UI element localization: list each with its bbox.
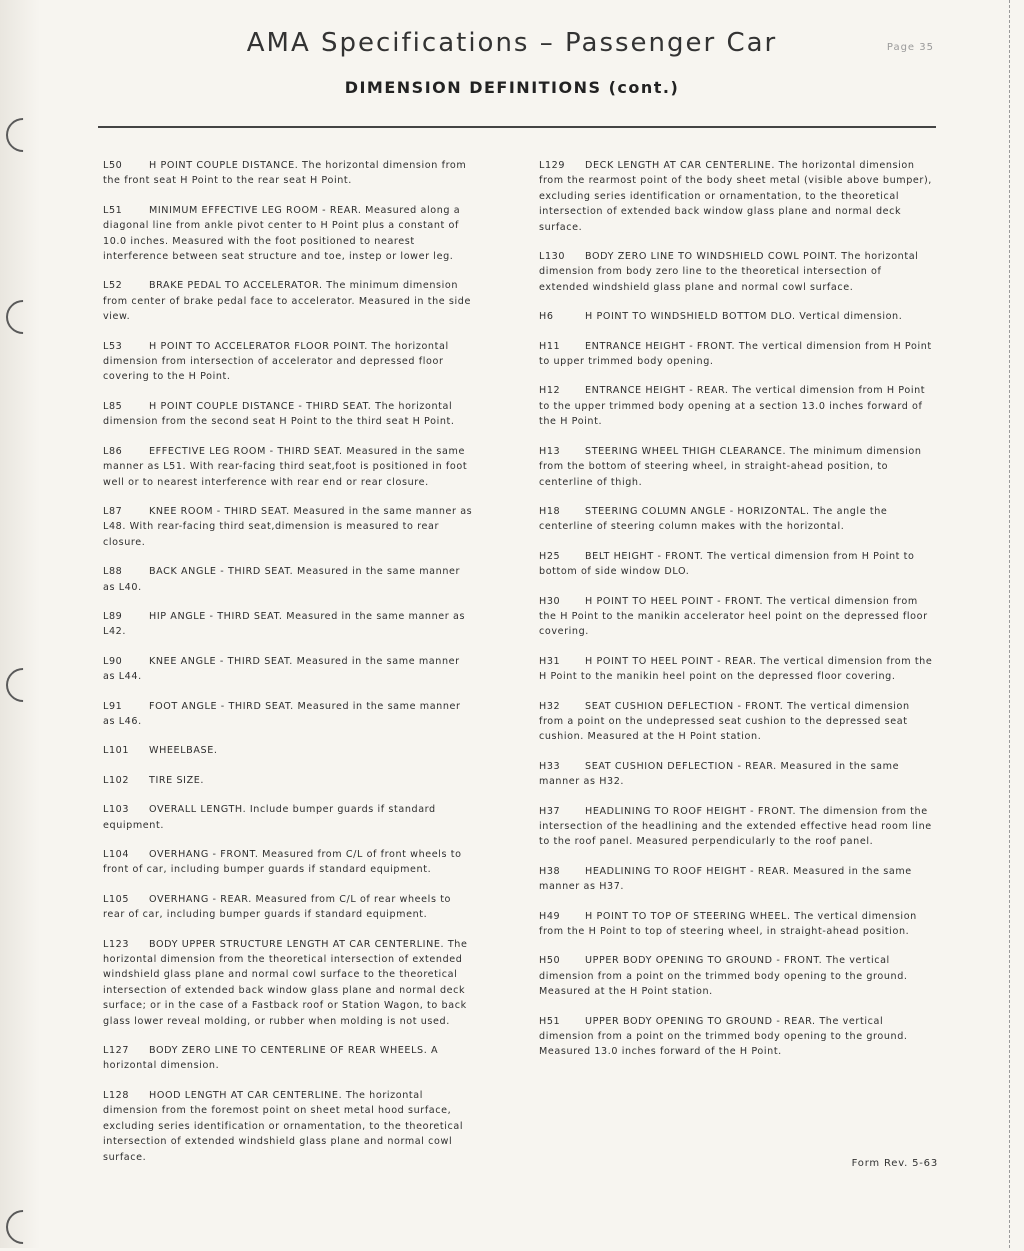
dimension-definition: H POINT TO TOP OF STEERING WHEEL. The vertical dimension from the H Point to top of steering wheel, in straight-ahead position. — [539, 910, 917, 938]
definition-entry — [539, 444, 933, 490]
definition-entry — [103, 1088, 475, 1165]
dimension-definition: STEERING WHEEL THIGH CLEARANCE. The minimum dimension from the bottom of steering wheel, in straight-ahead position, to centerline of thigh. — [539, 445, 922, 488]
definition-entry — [539, 909, 933, 940]
dimension-definition: H POINT TO HEEL POINT - FRONT. The vertical dimension from the H Point to the manikin accelerator heel point on the depressed floor covering. — [539, 595, 928, 638]
dimension-definition: ENTRANCE HEIGHT - REAR. The vertical dimension from H Point to the upper trimmed body opening at a section 13.0 inches forward of the H Point. — [539, 385, 926, 428]
definition-entry — [103, 278, 475, 324]
dimension-definition: BRAKE PEDAL TO ACCELERATOR. The minimum dimension from center of brake pedal face to accelerator. Measured in the side view. — [103, 280, 471, 323]
definition-entry — [103, 504, 475, 550]
dimension-code: L53 — [103, 340, 123, 352]
definition-entry — [539, 339, 933, 370]
definition-entry — [103, 699, 475, 730]
dimension-code: L52 — [103, 280, 123, 292]
left-column — [103, 158, 475, 1179]
dimension-code: L87 — [103, 505, 123, 517]
definition-entry — [103, 847, 475, 878]
definition-entry — [103, 743, 475, 758]
definition-entry — [539, 383, 933, 429]
definition-entry — [539, 654, 933, 685]
dimension-code: L105 — [103, 893, 130, 905]
page-binding-edge — [0, 0, 40, 1248]
dimension-code: L129 — [539, 160, 566, 171]
dimension-definition: BODY ZERO LINE TO WINDSHIELD COWL POINT. The horizontal dimension from body zero line to the theoretical intersection of extended windshield glass plane and normal cowl surface. — [539, 251, 919, 293]
definition-entry — [103, 339, 475, 385]
definition-entry — [539, 759, 933, 790]
definition-entry — [539, 158, 933, 235]
dimension-definition: HIP ANGLE - THIRD SEAT. Measured in the same manner as L42. — [103, 610, 466, 638]
dimension-definition: TIRE SIZE. — [149, 774, 205, 786]
page-number: Page 35 — [886, 42, 934, 53]
dimension-definition: HEADLINING TO ROOF HEIGHT - FRONT. The dimension from the intersection of the headlining and the extended effective head room line to the roof panel. Measured perpendicularly to the roof panel. — [539, 805, 932, 848]
dimension-definition: UPPER BODY OPENING TO GROUND - FRONT. The vertical dimension from a point on the trimmed body opening to the ground. Measured at the H Point station. — [539, 955, 908, 998]
dimension-definition: H POINT COUPLE DISTANCE - THIRD SEAT. The horizontal dimension from the second seat H Point to the third seat H Point. — [103, 400, 455, 428]
dimension-code: L85 — [103, 400, 123, 412]
dimension-definition: UPPER BODY OPENING TO GROUND - REAR. The vertical dimension from a point on the trimmed body opening to the ground. Measured 13.0 inches forward of the H Point. — [539, 1015, 908, 1058]
definition-entry — [103, 654, 475, 685]
dimension-code: H51 — [539, 1015, 561, 1027]
dimension-code: H38 — [539, 865, 561, 877]
dimension-definition: OVERHANG - REAR. Measured from C/L of rear wheels to rear of car, including bumper guards if standard equipment. — [103, 893, 452, 921]
dimension-definition: OVERHANG - FRONT. Measured from C/L of front wheels to front of car, including bumper guards if standard equipment. — [103, 849, 462, 876]
definition-entry — [103, 158, 475, 189]
dimension-code: H30 — [539, 595, 561, 607]
definition-entry — [539, 504, 933, 535]
definition-entry — [539, 804, 933, 850]
definition-entry — [103, 892, 475, 923]
dimension-code: H50 — [539, 955, 561, 967]
dimension-code: H12 — [539, 385, 561, 397]
dimension-code: H33 — [539, 760, 561, 772]
dimension-definition: H POINT TO WINDSHIELD BOTTOM DLO. Vertical dimension. — [585, 311, 903, 323]
dimension-definition: MINIMUM EFFECTIVE LEG ROOM - REAR. Measured along a diagonal line from ankle pivot center to H Point plus a constant of 10.0 inches. Measured with the foot positioned to nearest interference between seat structure and toe, instep or lower leg. — [103, 204, 461, 263]
dimension-definition: STEERING COLUMN ANGLE - HORIZONTAL. The angle the centerline of steering column makes with the horizontal. — [539, 505, 888, 533]
definition-entry — [539, 699, 933, 745]
definition-entry — [103, 802, 475, 833]
dimension-code: L123 — [103, 938, 130, 950]
dimension-definition: DECK LENGTH AT CAR CENTERLINE. The horizontal dimension from the rearmost point of the body sheet metal (visible above bumper), excluding series identification or ornamentation, to the theoretical intersection of extended back window glass plane and normal deck surface. — [539, 160, 932, 233]
dimension-code: L90 — [103, 655, 123, 667]
section-heading: DIMENSION DEFINITIONS (cont.) — [344, 78, 680, 97]
dimension-definition: H POINT COUPLE DISTANCE. The horizontal dimension from the front seat H Point to the rear seat H Point. — [103, 160, 467, 187]
dimension-definition: KNEE ROOM - THIRD SEAT. Measured in the same manner as L48. With rear-facing third seat,dimension is measured to rear closure. — [103, 505, 473, 548]
dimension-code: L127 — [103, 1045, 130, 1057]
dimension-code: L89 — [103, 610, 123, 622]
dimension-code: H49 — [539, 910, 561, 922]
dimension-definition: BODY UPPER STRUCTURE LENGTH AT CAR CENTERLINE. The horizontal dimension from the theoretical intersection of extended windshield glass plane and normal cowl surface to the theoretical intersection of extended back window glass plane and normal deck surface; or in the case of a Fastback roof or Station Wagon, to back glass lower reveal molding, or rubber when molding is not used. — [103, 938, 468, 1027]
dimension-definition: FOOT ANGLE - THIRD SEAT. Measured in the same manner as L46. — [103, 700, 461, 727]
definition-entry — [539, 549, 933, 580]
header-divider — [98, 126, 936, 128]
dimension-definition: WHEELBASE. — [149, 745, 218, 757]
dimension-code: L102 — [103, 774, 130, 786]
definition-entry — [539, 309, 933, 324]
dimension-code: H31 — [539, 655, 561, 667]
definition-entry — [103, 937, 475, 1029]
dimension-definition: KNEE ANGLE - THIRD SEAT. Measured in the same manner as L44. — [103, 655, 460, 683]
dimension-code: L91 — [103, 700, 123, 712]
dimension-definition: EFFECTIVE LEG ROOM - THIRD SEAT. Measured in the same manner as L51. With rear-facing third seat,foot is positioned in foot well or to nearest interference with rear end or rear closure. — [103, 445, 468, 488]
dimension-definition: OVERALL LENGTH. Include bumper guards if standard equipment. — [103, 804, 436, 831]
dimension-definition: BACK ANGLE - THIRD SEAT. Measured in the same manner as L40. — [103, 566, 461, 593]
dimension-code: H6 — [539, 311, 554, 323]
definition-entry — [539, 953, 933, 999]
dimension-code: H11 — [539, 340, 561, 352]
dimension-code: H13 — [539, 445, 561, 457]
definition-entry — [103, 444, 475, 490]
document-title: AMA Specifications – Passenger Car — [246, 28, 778, 58]
definition-entry — [103, 1043, 475, 1074]
definition-entry — [103, 609, 475, 640]
dimension-code: L128 — [103, 1089, 130, 1101]
dimension-definition: HEADLINING TO ROOF HEIGHT - REAR. Measured in the same manner as H37. — [539, 865, 912, 893]
dimension-definition: ENTRANCE HEIGHT - FRONT. The vertical dimension from H Point to upper trimmed body opening. — [539, 340, 932, 368]
dimension-code: H25 — [539, 550, 561, 562]
definition-entry — [539, 594, 933, 640]
dimension-code: H18 — [539, 505, 561, 517]
dimension-code: H32 — [539, 700, 561, 712]
dimension-definition: SEAT CUSHION DEFLECTION - REAR. Measured in the same manner as H32. — [539, 760, 900, 788]
dimension-definition: H POINT TO ACCELERATOR FLOOR POINT. The horizontal dimension from intersection of accelerator and depressed floor covering to the H Point. — [103, 340, 449, 383]
dimension-code: L101 — [103, 745, 130, 757]
dimension-code: L104 — [103, 849, 130, 860]
dimension-code: L103 — [103, 804, 130, 816]
dimension-code: L88 — [103, 566, 123, 578]
page-right-edge — [1008, 0, 1010, 1248]
right-column — [539, 158, 933, 1074]
dimension-definition: SEAT CUSHION DEFLECTION - FRONT. The vertical dimension from a point on the undepressed seat cushion to the depressed seat cushion. Measured at the H Point station. — [539, 700, 910, 743]
definition-entry — [103, 399, 475, 430]
dimension-code: L130 — [539, 251, 566, 263]
definition-entry — [539, 249, 933, 295]
definition-entry — [539, 864, 933, 895]
dimension-code: L86 — [103, 445, 123, 457]
dimension-definition: H POINT TO HEEL POINT - REAR. The vertical dimension from the H Point to the manikin heel point on the depressed floor covering. — [539, 655, 933, 683]
form-revision: Form Rev. 5-63 — [851, 1158, 938, 1169]
dimension-code: H37 — [539, 805, 561, 817]
dimension-definition: HOOD LENGTH AT CAR CENTERLINE. The horizontal dimension from the foremost point on sheet metal hood surface, excluding series identification or ornamentation, to the theoretical intersection of extended windshield glass plane and normal cowl surface. — [103, 1089, 464, 1163]
definition-entry — [539, 1014, 933, 1060]
definition-entry — [103, 564, 475, 595]
dimension-definition: BODY ZERO LINE TO CENTERLINE OF REAR WHEELS. A horizontal dimension. — [103, 1045, 439, 1072]
dimension-code: L50 — [103, 160, 123, 171]
definition-entry — [103, 773, 475, 788]
definition-entry — [103, 203, 475, 265]
dimension-definition: BELT HEIGHT - FRONT. The vertical dimension from H Point to bottom of side window DLO. — [539, 550, 915, 578]
dimension-code: L51 — [103, 204, 123, 216]
